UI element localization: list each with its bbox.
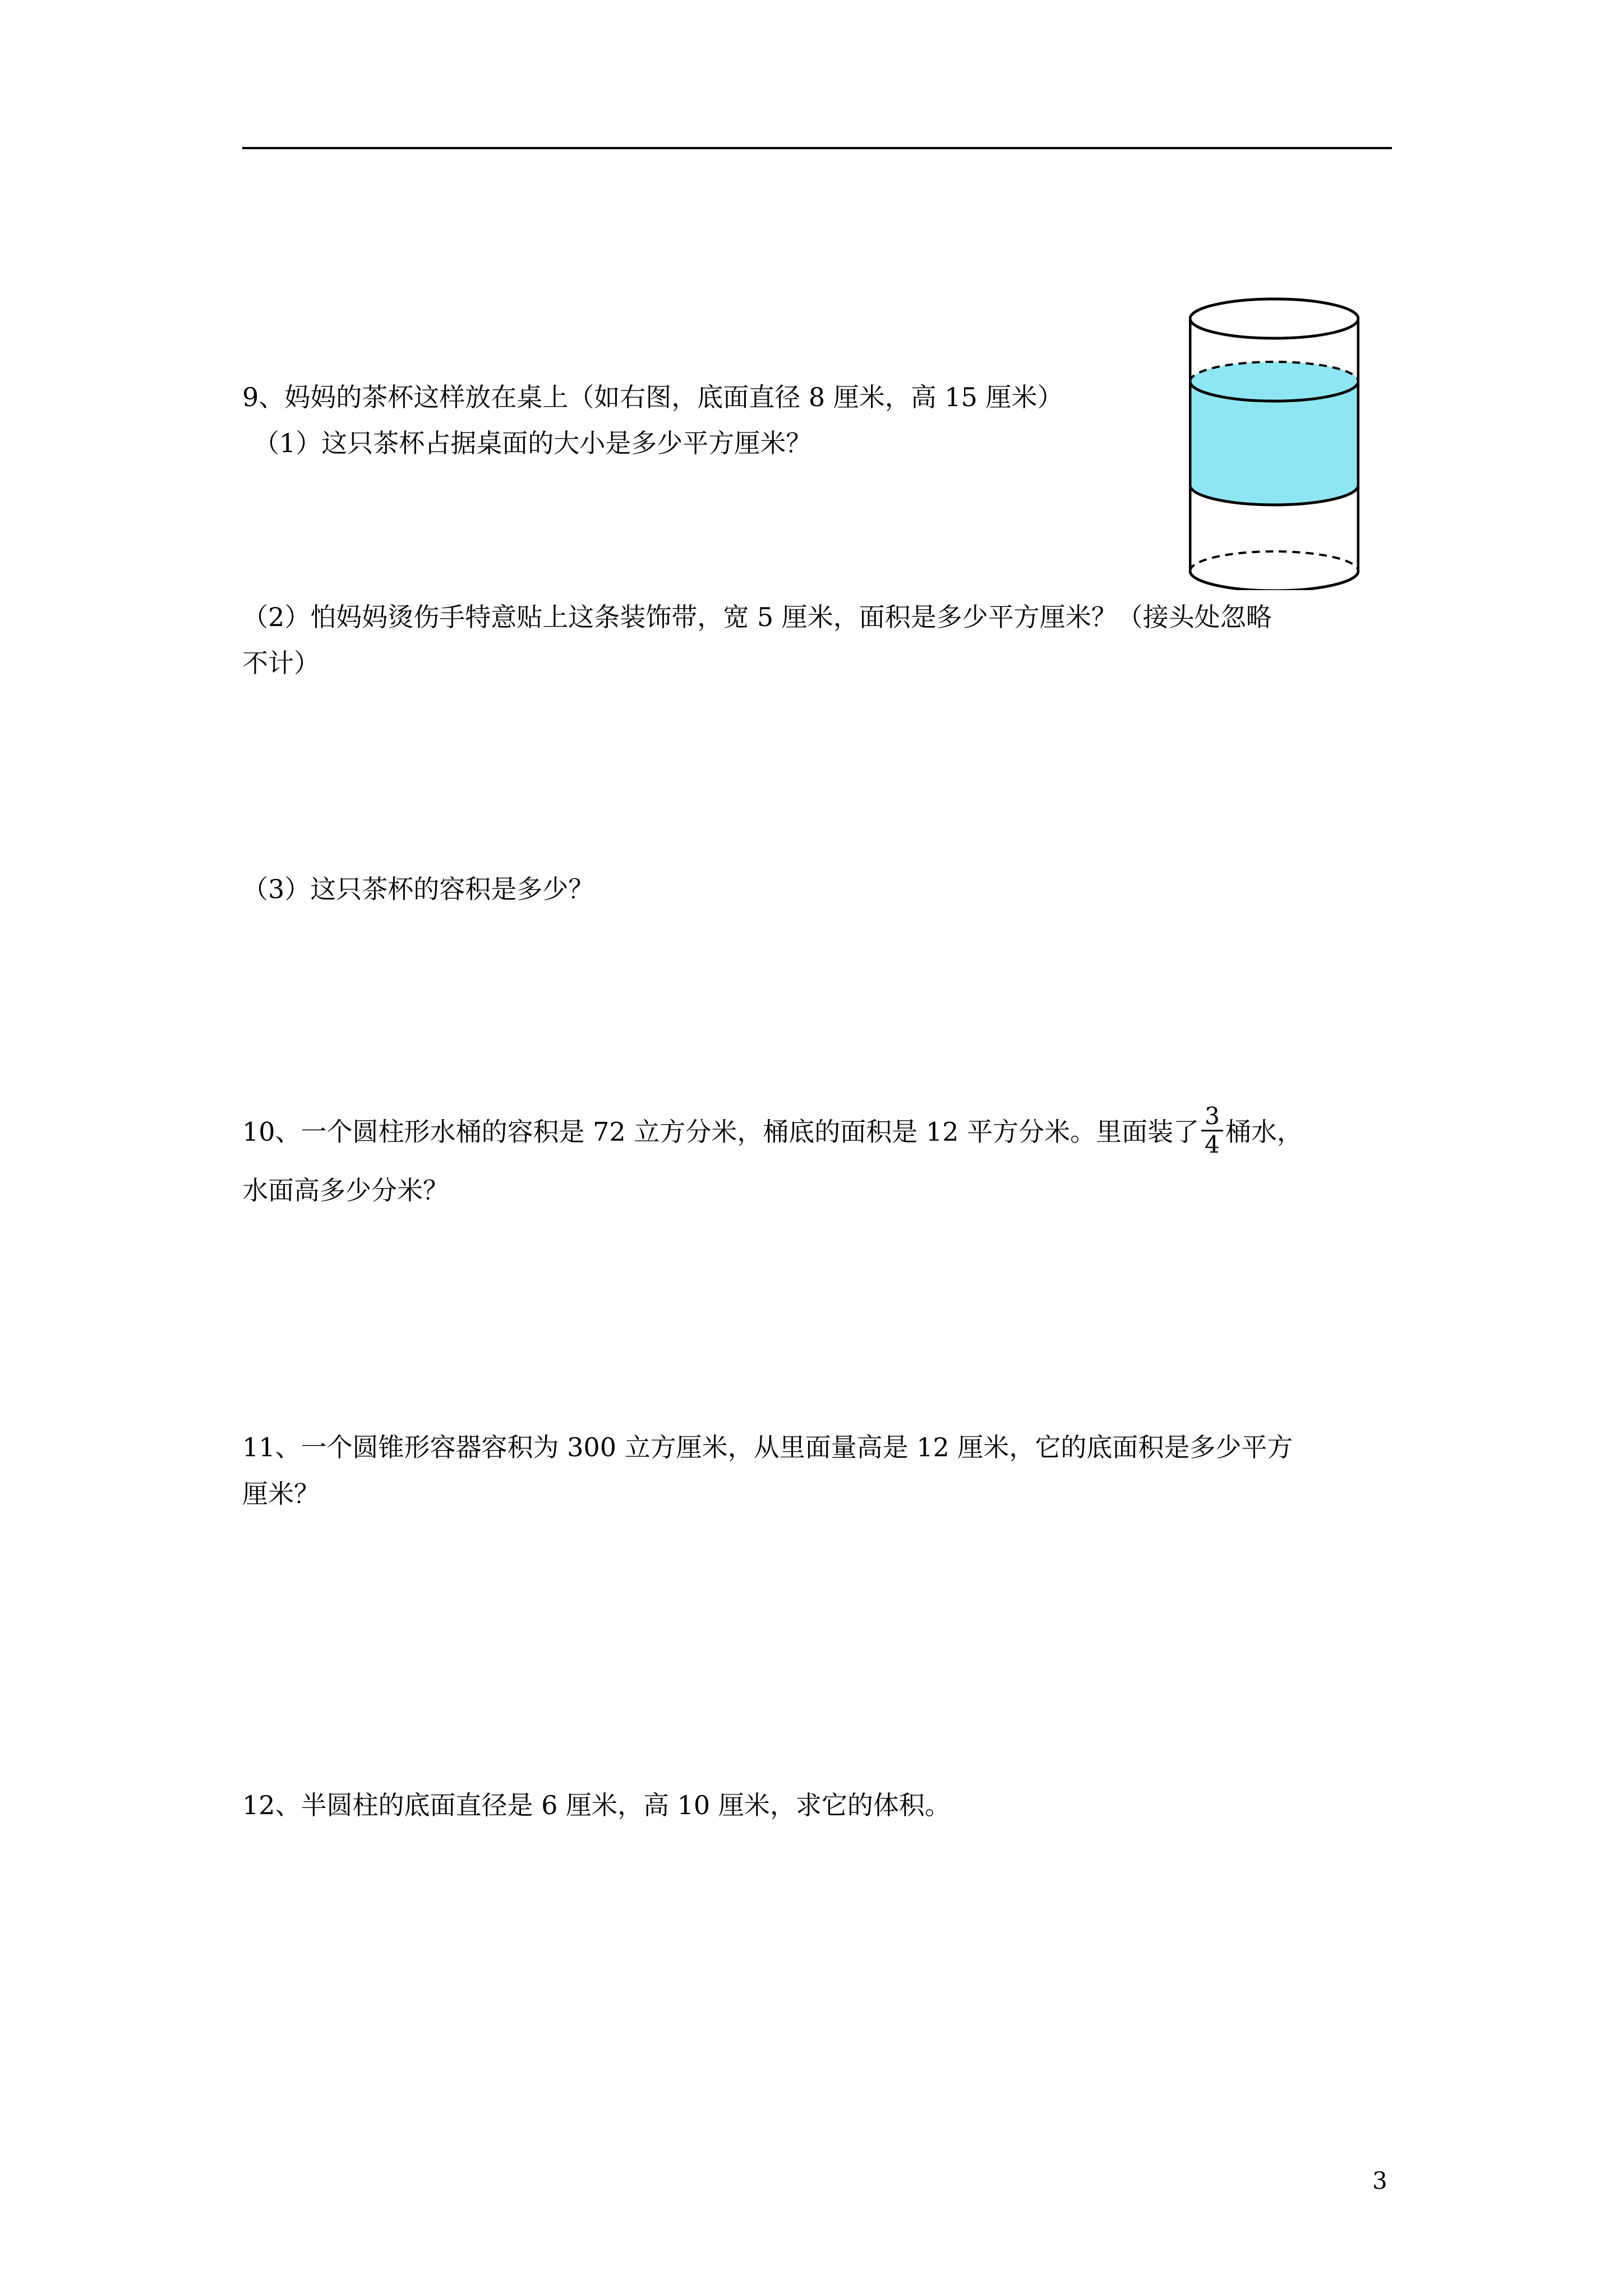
q9-part1: （1）这只茶杯占据桌面的大小是多少平方厘米？ xyxy=(253,428,812,458)
cup-base-back xyxy=(1190,551,1358,571)
q10-fraction-numerator: 3 xyxy=(1201,1103,1223,1131)
q10-fraction-denominator: 4 xyxy=(1205,1131,1220,1158)
q9-part2-line1: （2）怕妈妈烫伤手特意贴上这条装饰带，宽 5 厘米，面积是多少平方厘米？（接头处忽略 xyxy=(242,602,1272,632)
q11-line1: 11、一个圆锥形容器容积为 300 立方厘米，从里面量高是 12 厘米，它的底面积是多少平方 xyxy=(242,1432,1293,1462)
q11-line2: 厘米？ xyxy=(242,1479,320,1509)
q10-line1 xyxy=(242,1102,1303,1162)
q9-stem: 9、妈妈的茶杯这样放在桌上（如右图，底面直径 8 厘米，高 15 厘米） xyxy=(242,382,1063,412)
q10-text-after: 桶水， xyxy=(1225,1116,1303,1147)
header-rule xyxy=(242,147,1392,149)
q9-part3: （3）这只茶杯的容积是多少？ xyxy=(242,874,594,904)
q10-text-before: 10、一个圆柱形水桶的容积是 72 立方分米，桶底的面积是 12 平方分米。里面装了 xyxy=(242,1116,1200,1147)
q9-part2-line2: 不计） xyxy=(242,648,320,678)
q12-text: 12、半圆柱的底面直径是 6 厘米，高 10 厘米，求它的体积。 xyxy=(242,1790,951,1820)
q10-line2: 水面高多少分米？ xyxy=(242,1175,449,1205)
page-number: 3 xyxy=(1372,2167,1387,2194)
water-band xyxy=(1190,362,1358,505)
teacup-illustration xyxy=(1189,297,1359,590)
cup-base-front xyxy=(1190,571,1358,590)
cup-rim xyxy=(1190,299,1358,338)
q10-fraction xyxy=(1201,1103,1223,1158)
